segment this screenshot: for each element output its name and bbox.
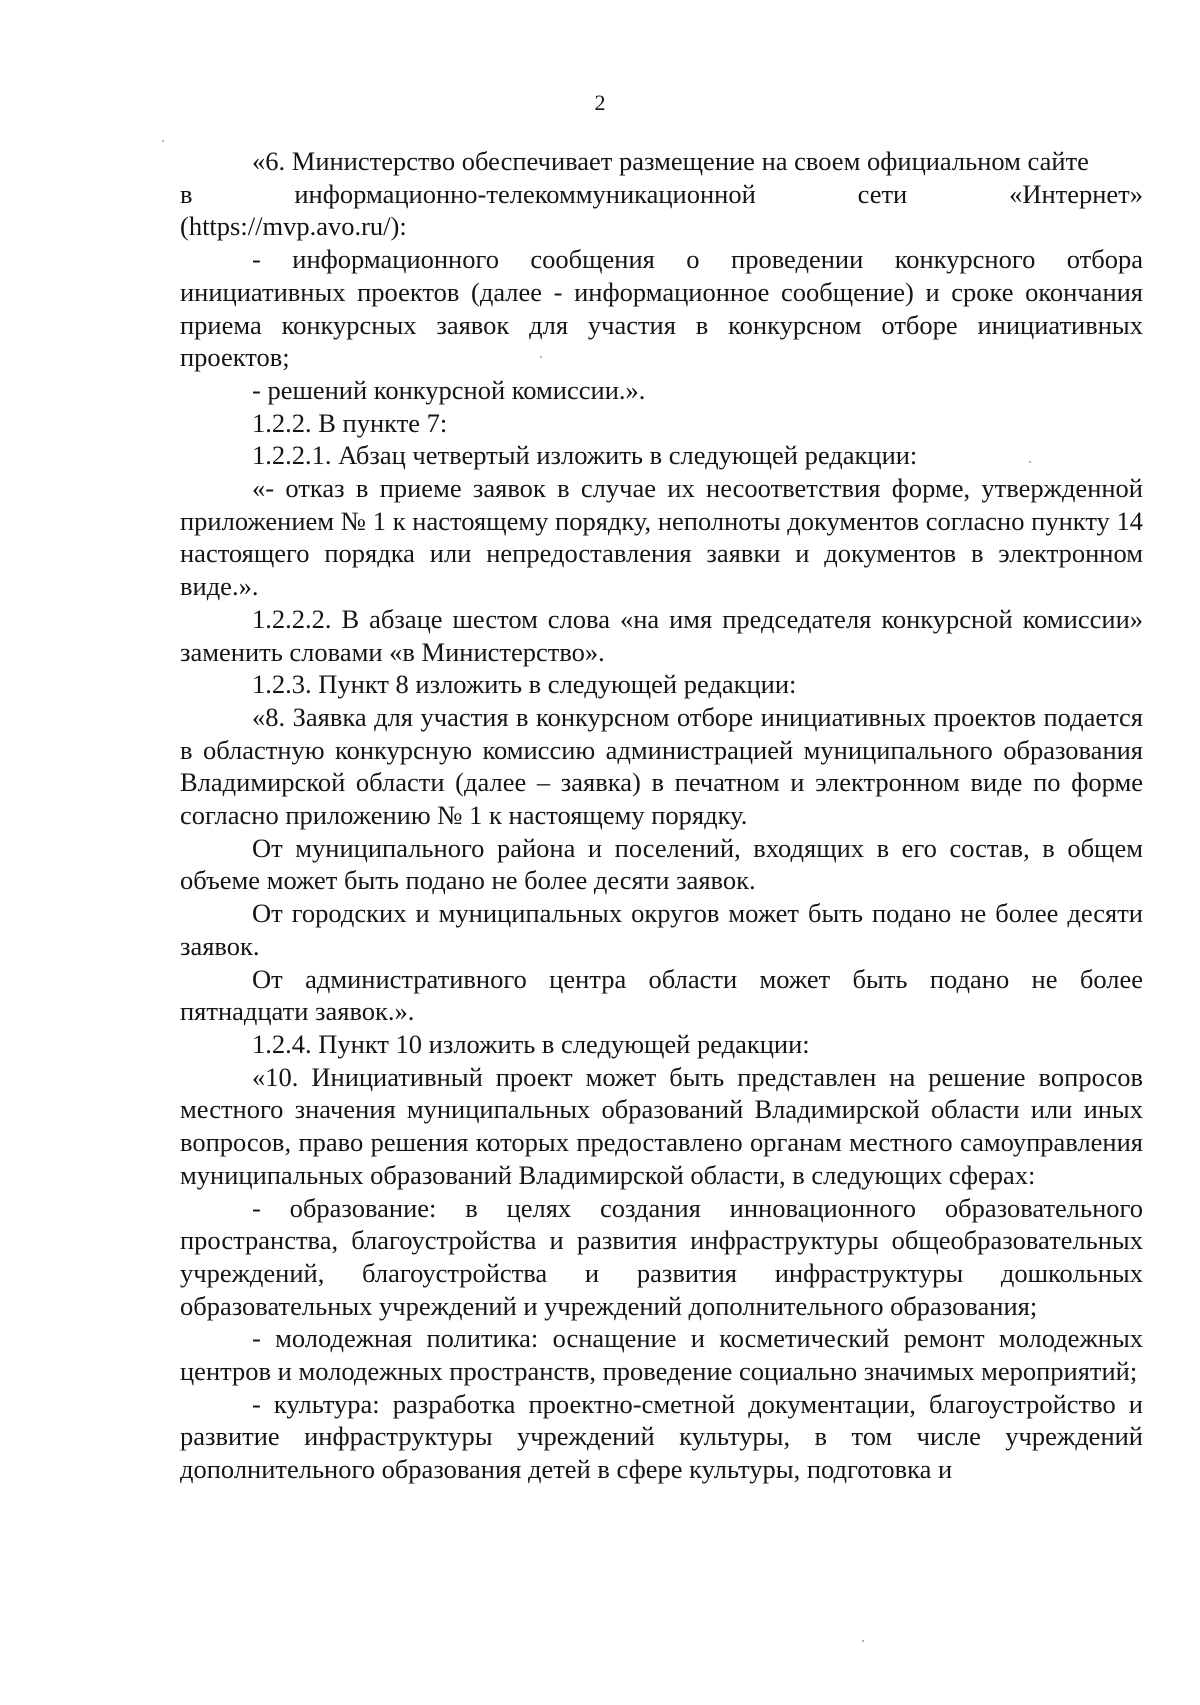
spread-word: информационно-телекоммуникационной: [294, 178, 756, 209]
paragraph: - молодежная политика: оснащение и косметический ремонт молодежных центров и молодежных пространств, проведение социально значимых мероприятий;: [180, 1323, 1143, 1387]
paragraph: - информационного сообщения о проведении конкурсного отбора инициативных проектов (далее - информационное сообщение) и сроке окончания приема конкурсных заявок для участия в конкурсном отборе инициативных проектов;: [180, 244, 1143, 373]
paragraph: От административного центра области может быть подано не более пятнадцати заявок.».: [180, 963, 1143, 1027]
paragraph: От городских и муниципальных округов может быть подано не более десяти заявок.: [180, 898, 1143, 961]
paragraph: «- отказ в приеме заявок в случае их несоответствия форме, утвержденной приложением № 1 к настоящему порядку, неполноты документов согласно пункту 14 настоящего порядка или непредоставления заявки и документов в электронном виде.».: [180, 473, 1143, 602]
paragraph-6-intro: «6. Министерство обеспечивает размещение на своем официальном сайте: [252, 146, 1089, 176]
paragraph: - образование: в целях создания инновационного образовательного пространства, благоустройства и развития инфраструктуры общеобразовательных учреждений, благоустройства и развития инфраструктуры дошкольных образовательных учреждений и учреждений дополнительного образования;: [180, 1192, 1143, 1321]
page-number: 2: [594, 90, 606, 115]
spread-word: сети: [857, 178, 908, 209]
paragraph: «8. Заявка для участия в конкурсном отборе инициативных проектов подается в областную конкурсную комиссию администрацией муниципального образования Владимирской области (далее – заявка) в печатном и электронном виде по форме согласно приложению № 1 к настоящему порядку.: [180, 701, 1143, 831]
scan-speck: [1029, 461, 1031, 463]
paragraph-6-url: (https://mvp.avo.ru/):: [180, 211, 407, 242]
scan-speck: [862, 1640, 864, 1642]
paragraph-6-spread-line: [180, 178, 1143, 211]
spread-word: в: [180, 178, 193, 209]
paragraph: 1.2.2. В пункте 7:: [252, 407, 448, 438]
scan-speck: [540, 356, 542, 358]
paragraph: От муниципального района и поселений, входящих в его состав, в общем объеме может быть подано не более десяти заявок.: [180, 832, 1143, 896]
paragraph: «10. Инициативный проект может быть представлен на решение вопросов местного значения муниципальных образований Владимирской области или иных вопросов, право решения которых предоставлено органам местного самоуправления муниципальных образований Владимирской области, в следующих сферах:: [180, 1061, 1143, 1190]
spread-word: «Интернет»: [1009, 178, 1143, 209]
scan-speck: [162, 140, 164, 142]
paragraph: 1.2.3. Пункт 8 изложить в следующей редакции:: [252, 669, 797, 700]
document-body: [180, 145, 1143, 1486]
paragraph: 1.2.2.2. В абзаце шестом слова «на имя председателя конкурсной комиссии» заменить словами «в Министерство».: [180, 603, 1143, 667]
paragraph: 1.2.4. Пункт 10 изложить в следующей редакции:: [252, 1028, 810, 1059]
paragraph: 1.2.2.1. Абзац четвертый изложить в следующей редакции:: [252, 440, 918, 471]
paragraph: - культура: разработка проектно-сметной документации, благоустройство и развитие инфраструктуры учреждений культуры, в том числе учреждений дополнительного образования детей в сфере культуры, подготовка и: [180, 1388, 1143, 1485]
paragraph: - решений конкурсной комиссии.».: [252, 374, 646, 405]
